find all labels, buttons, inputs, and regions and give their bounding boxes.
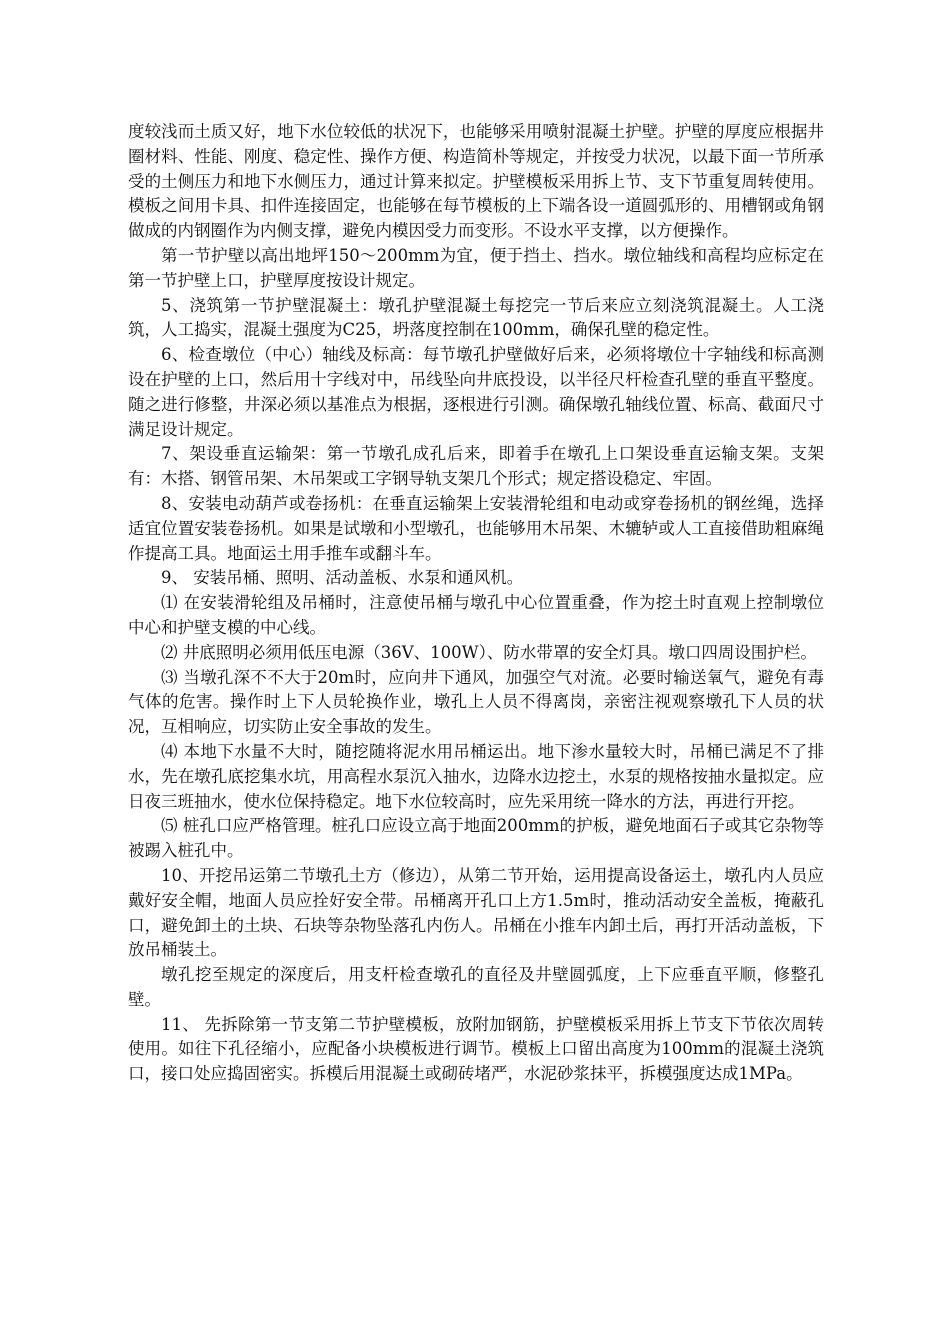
paragraph-item-2: ⑵ 井底照明必须用低压电源（36V、100W）、防水带罩的安全灯具。墩口四周设围护栏。 (161, 642, 817, 662)
paragraph-first-section-wall: 第一节护壁以高出地坪150～200mm为宜，便于挡土、挡水。墩位轴线和高程均应标定在第一节护壁上口，护壁厚度按设计规定。 (128, 245, 824, 290)
paragraph-step-11: 11、 先拆除第一节支第二节护壁模板，放附加钢筋，护壁模板采用拆上节支下节依次周转使用。如往下孔径缩小，应配备小块模板进行调节。模板上口留出高度为100mm的混凝土浇筑口，接口处应捣固密实。拆模后用混凝土或砌砖堵严，水泥砂浆抹平，拆模强度达成1MPa。 (128, 1014, 824, 1084)
paragraph-step-7: 7、架设垂直运输架：第一节墩孔成孔后来，即着手在墩孔上口架设垂直运输支架。支架有：木搭、钢管吊架、木吊架或工字钢导轨支架几个形式；规定搭设稳定、牢固。 (128, 444, 824, 489)
paragraph-item-3: ⑶ 当墩孔深不不大于20m时，应向井下通风，加强空气对流。必要时输送氧气，避免有毒气体的危害。操作时上下人员轮换作业，墩孔上人员不得离岗，亲密注视观察墩孔下人员的状况，互相响应，切实防止安全事故的发生。 (128, 667, 824, 737)
paragraph-step-5: 5、浇筑第一节护壁混凝土：墩孔护壁混凝土每挖完一节后来应立刻浇筑混凝土。人工浇筑，人工捣实，混凝土强度为C25，坍落度控制在100mm，确保孔壁的稳定性。 (128, 295, 824, 340)
paragraph-step-8: 8、安装电动葫芦或卷扬机：在垂直运输架上安装滑轮组和电动或穿卷扬机的钢丝绳，选择适宜位置安装卷扬机。如果是试墩和小型墩孔，也能够用木吊架、木辘轳或人工直接借助粗麻绳作提高工具。地面运土用手推车或翻斗车。 (128, 493, 824, 563)
paragraph-continuation: 度较浅而土质又好，地下水位较低的状况下，也能够采用喷射混凝土护壁。护壁的厚度应根据井圈材料、性能、刚度、稳定性、操作方便、构造简朴等规定，并按受力状况，以最下面一节所承受的土侧压力和地下水侧压力，通过计算来拟定。护壁模板采用拆上节、支下节重复周转使用。模板之间用卡具、扣件连接固定，也能够在每节模板的上下端各设一道圆弧形的、用槽钢或角钢做成的内钢圈作为内侧支撑，避免内模因受力而变形。不设水平支撑，以方便操作。 (128, 122, 824, 241)
paragraph-item-1: ⑴ 在安装滑轮组及吊桶时，注意使吊桶与墩孔中心位置重叠，作为挖土时直观上控制墩位中心和护壁支模的中心线。 (128, 593, 824, 637)
paragraph-step-10: 10、开挖吊运第二节墩孔土方（修边），从第二节开始，运用提高设备运土，墩孔内人员应戴好安全帽，地面人员应拴好安全带。吊桶离开孔口上方1.5m时，推动活动安全盖板，掩蔽孔口，避免卸土的土块、石块等杂物坠落孔内伤人。吊桶在小推车内卸土后，再打开活动盖板，下放吊桶装土。 (128, 865, 824, 960)
paragraph-depth-check: 墩孔挖至规定的深度后，用支杆检查墩孔的直径及井壁圆弧度，上下应垂直平顺，修整孔壁。 (128, 965, 824, 1009)
paragraph-item-4: ⑷ 本地下水量不大时，随挖随将泥水用吊桶运出。地下渗水量较大时，吊桶已满足不了排水，先在墩孔底挖集水坑，用高程水泵沉入抽水，边降水边挖土，水泵的规格按抽水量拟定。应日夜三班抽水，使水位保持稳定。地下水位较高时，应先采用统一降水的方法，再进行开挖。 (128, 741, 824, 811)
paragraph-item-5: ⑸ 桩孔口应严格管理。桩孔口应设立高于地面200mm的护板，避免地面石子或其它杂物等被踢入桩孔中。 (128, 816, 824, 861)
paragraph-step-9: 9、 安装吊桶、照明、活动盖板、水泵和通风机。 (161, 568, 524, 588)
document-body (128, 120, 824, 1087)
paragraph-step-6: 6、检查墩位（中心）轴线及标高：每节墩孔护壁做好后来，必须将墩位十字轴线和标高测设在护壁的上口，然后用十字线对中，吊线坠向井底投设，以半径尺杆检查孔壁的垂直平整度。随之进行修整，井深必须以基准点为根据，逐根进行引测。确保墩孔轴线位置、标高、截面尺寸满足设计规定。 (128, 345, 824, 439)
